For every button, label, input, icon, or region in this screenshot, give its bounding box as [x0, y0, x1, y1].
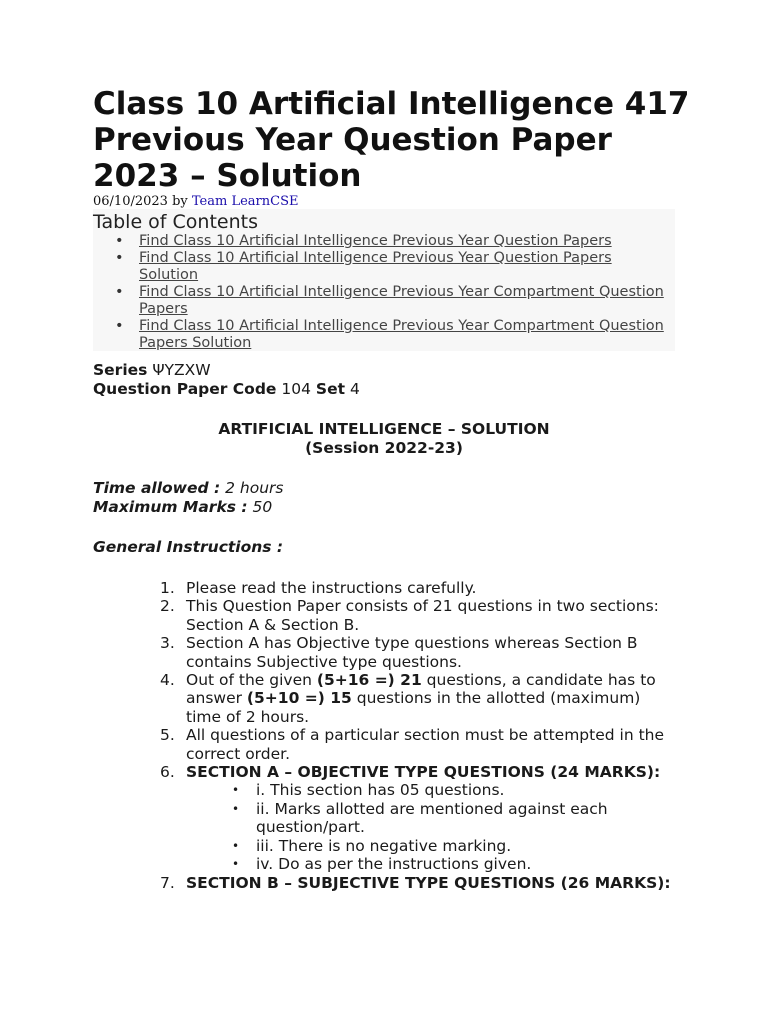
- instruction-item: [160, 874, 680, 892]
- toc-item: [93, 233, 675, 250]
- instruction-bold-part: (5+16 =) 21: [316, 671, 422, 690]
- instruction-text-part: Out of the given: [186, 671, 317, 690]
- instruction-text: Please read the instructions carefully.: [186, 579, 477, 597]
- toc-link[interactable]: Find Class 10 Artificial Intelligence Previous Year Question Papers: [139, 233, 612, 249]
- author-link[interactable]: Team LearnCSE: [191, 194, 299, 209]
- section-a-point: • iv. Do as per the instructions given.: [256, 855, 680, 873]
- instruction-number: 4.: [160, 671, 175, 690]
- toc-link[interactable]: Find Class 10 Artificial Intelligence Previous Year Compartment Question Papers: [139, 284, 664, 317]
- instruction-item: [160, 597, 680, 634]
- instruction-text: All questions of a particular section must be attempted in the correct order.: [186, 726, 665, 763]
- instruction-text: This Question Paper consists of 21 questions in two sections: Section A & Section B.: [186, 597, 659, 634]
- section-a-point: • iii. There is no negative marking.: [256, 837, 680, 855]
- instruction-item: [160, 579, 680, 597]
- table-of-contents: [93, 209, 675, 351]
- instruction-text: [186, 671, 656, 726]
- instruction-number: 5.: [160, 726, 175, 745]
- paper-info: [93, 361, 360, 399]
- instructions-list: [160, 579, 680, 892]
- time-allowed: [93, 479, 284, 517]
- general-instructions-title: [93, 538, 283, 557]
- marks-label: Maximum Marks :: [93, 498, 248, 516]
- post-date: 06/10/2023: [93, 194, 168, 209]
- instruction-text: Section A has Objective type questions whereas Section B contains Subjective type questions.: [186, 634, 638, 671]
- section-a-point: • i. This section has 05 questions.: [256, 781, 680, 799]
- toc-item: [93, 250, 675, 284]
- instruction-item: [160, 671, 680, 726]
- instruction-bold-part: (5+10 =) 15: [246, 689, 352, 708]
- code-label: Question Paper Code: [93, 380, 277, 398]
- time-value: 2 hours: [225, 479, 284, 497]
- section-b-heading: SECTION B – SUBJECTIVE TYPE QUESTIONS (26 MARKS):: [186, 873, 671, 892]
- toc-item: [93, 284, 675, 318]
- section-a-heading: SECTION A – OBJECTIVE TYPE QUESTIONS (24 MARKS):: [186, 763, 661, 782]
- set-label: Set: [315, 380, 345, 398]
- general-instructions-label: General Instructions :: [93, 538, 284, 556]
- paper-heading-line2: (Session 2022-23): [305, 439, 463, 457]
- toc-link[interactable]: Find Class 10 Artificial Intelligence Previous Year Compartment Question Papers Solution: [139, 318, 664, 351]
- code-value: 104: [281, 380, 311, 398]
- marks-value: 50: [252, 498, 273, 516]
- toc-title: Table of Contents: [93, 211, 258, 233]
- instruction-text-part: questions, a candidate has to answer: [186, 671, 656, 708]
- series-label: Series: [93, 361, 148, 379]
- series-value: ΨYZXW: [152, 361, 211, 379]
- instruction-text-part: questions in the allotted (maximum) time of 2 hours.: [186, 689, 641, 726]
- instruction-number: 2.: [160, 597, 175, 616]
- time-label: Time allowed :: [93, 479, 221, 497]
- page-title: Class 10 Artificial Intelligence 417 Previous Year Question Paper 2023 – Solution: [93, 86, 690, 194]
- toc-link[interactable]: Find Class 10 Artificial Intelligence Previous Year Question Papers Solution: [139, 250, 612, 283]
- instruction-number: 1.: [160, 579, 175, 597]
- toc-list: [93, 233, 675, 352]
- toc-item: [93, 318, 675, 352]
- paper-heading: [93, 420, 675, 458]
- paper-heading-line1: ARTIFICIAL INTELLIGENCE – SOLUTION: [218, 420, 550, 438]
- instruction-item: [160, 763, 680, 873]
- post-meta: [93, 194, 298, 210]
- instruction-number: 3.: [160, 634, 175, 653]
- instruction-number: 6.: [160, 763, 175, 782]
- post-by: by: [172, 194, 188, 209]
- set-value: 4: [349, 380, 360, 398]
- instruction-item: [160, 634, 680, 671]
- section-a-point: • ii. Marks allotted are mentioned against each question/part.: [256, 800, 680, 837]
- section-a-points: [186, 781, 680, 873]
- instruction-number: 7.: [160, 873, 175, 892]
- instruction-item: [160, 726, 680, 763]
